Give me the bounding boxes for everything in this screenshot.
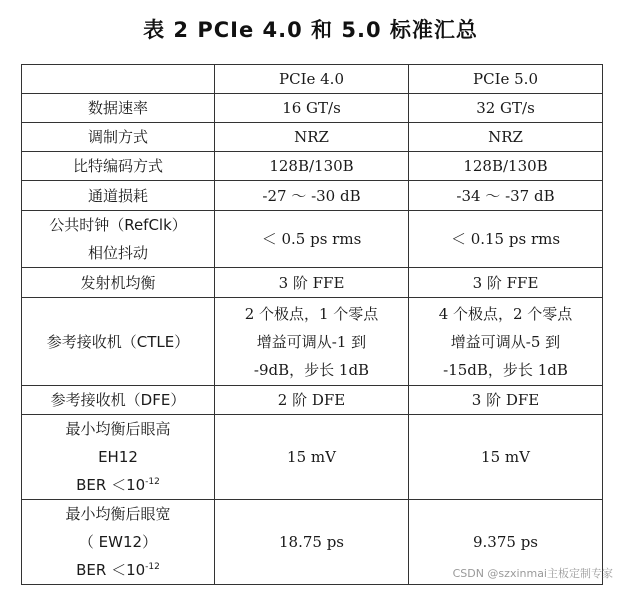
table-row-modulation xyxy=(22,123,603,152)
ber-text: BER ＜10 xyxy=(76,476,146,494)
table-row-encoding xyxy=(22,152,603,181)
ber-text: BER ＜10 xyxy=(76,561,146,579)
row-label-line: 相位抖动 xyxy=(87,244,148,262)
table-row-tx-equalization xyxy=(22,268,603,298)
table-row-dfe xyxy=(22,386,603,415)
row-label: 通道损耗 xyxy=(22,181,215,211)
row-label: 数据速率 xyxy=(22,94,215,123)
row-label: 参考接收机（CTLE） xyxy=(22,298,215,386)
row-label-line: （ EW12） xyxy=(78,533,158,551)
cell-pcie5: 3 阶 FFE xyxy=(409,268,603,298)
table-row-data-rate xyxy=(22,94,603,123)
table-row-channel-loss xyxy=(22,181,603,211)
cell-pcie4: ＜ 0.5 ps rms xyxy=(215,211,409,268)
row-label: 参考接收机（DFE） xyxy=(22,386,215,415)
cell-pcie5 xyxy=(409,298,603,386)
row-label: 比特编码方式 xyxy=(22,152,215,181)
cell-pcie4: 3 阶 FFE xyxy=(215,268,409,298)
cell-pcie5: 32 GT/s xyxy=(409,94,603,123)
header-cell-empty xyxy=(22,65,215,94)
row-label-line: EH12 xyxy=(98,448,138,466)
row-label-line xyxy=(24,556,212,584)
cell-pcie4: 2 阶 DFE xyxy=(215,386,409,415)
cell-line: 增益可调从-5 到 xyxy=(450,332,561,351)
cell-pcie5: 15 mV xyxy=(409,415,603,500)
cell-pcie5: NRZ xyxy=(409,123,603,152)
ber-exponent: -12 xyxy=(145,562,160,572)
cell-pcie4: 128B/130B xyxy=(215,152,409,181)
row-label: 发射机均衡 xyxy=(22,268,215,298)
watermark: CSDN @szxinmai主板定制专家 xyxy=(452,567,613,580)
table-row-eye-height xyxy=(22,415,603,500)
cell-pcie4: 15 mV xyxy=(215,415,409,500)
row-label xyxy=(22,211,215,268)
row-label xyxy=(22,415,215,500)
cell-pcie5: 3 阶 DFE xyxy=(409,386,603,415)
cell-line: -15dB，步长 1dB xyxy=(443,360,568,379)
row-label: 调制方式 xyxy=(22,123,215,152)
ber-exponent: -12 xyxy=(145,477,160,487)
row-label-line: 最小均衡后眼高 xyxy=(65,420,171,438)
table-header-row xyxy=(22,65,603,94)
table-title: 表 2 PCIe 4.0 和 5.0 标准汇总 xyxy=(143,18,478,42)
pcie-spec-table xyxy=(21,64,603,585)
cell-pcie4 xyxy=(215,298,409,386)
row-label-line: 公共时钟（RefClk） xyxy=(49,216,187,234)
cell-pcie4: NRZ xyxy=(215,123,409,152)
row-label-line xyxy=(24,471,212,499)
cell-pcie5: ＜ 0.15 ps rms xyxy=(409,211,603,268)
cell-line: 2 个极点，1 个零点 xyxy=(244,304,379,323)
cell-pcie5: -34 ～ -37 dB xyxy=(409,181,603,211)
cell-line: 4 个极点，2 个零点 xyxy=(438,304,573,323)
row-label xyxy=(22,500,215,585)
cell-pcie4: 18.75 ps xyxy=(215,500,409,585)
cell-pcie5: 128B/130B xyxy=(409,152,603,181)
cell-pcie4: 16 GT/s xyxy=(215,94,409,123)
cell-line: -9dB，步长 1dB xyxy=(253,360,370,379)
cell-line: 增益可调从-1 到 xyxy=(256,332,367,351)
row-label-line: 最小均衡后眼宽 xyxy=(65,505,171,523)
cell-pcie5: 9.375 ps xyxy=(409,500,603,585)
table-row-ctle xyxy=(22,298,603,386)
header-cell-pcie4: PCIe 4.0 xyxy=(215,65,409,94)
cell-pcie4: -27 ～ -30 dB xyxy=(215,181,409,211)
header-cell-pcie5: PCIe 5.0 xyxy=(409,65,603,94)
table-row-refclk-jitter xyxy=(22,211,603,268)
